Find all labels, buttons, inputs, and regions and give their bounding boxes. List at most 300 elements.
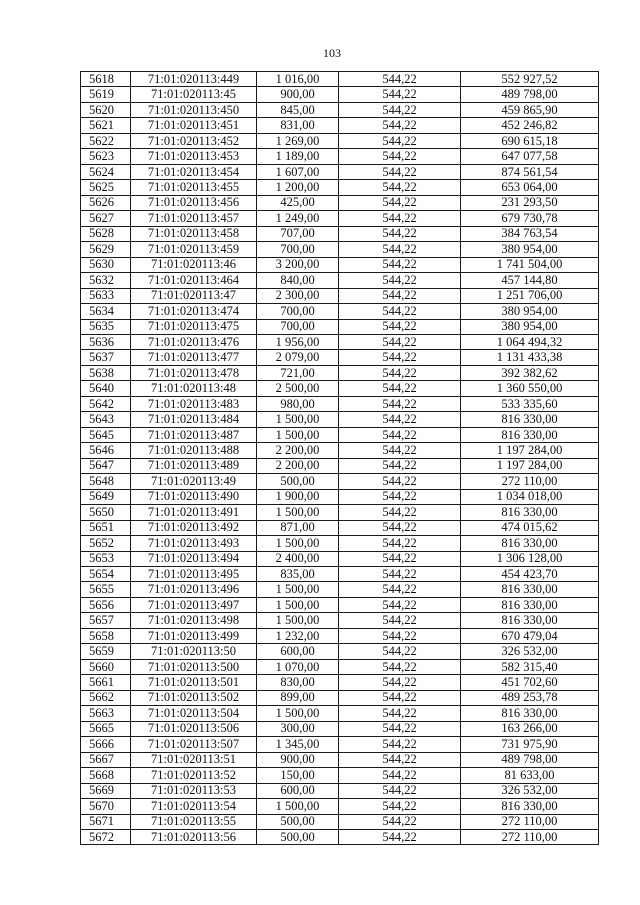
cell-value: 272 110,00	[461, 474, 599, 489]
cell-value: 474 015,62	[461, 520, 599, 535]
cell-row-number: 5634	[81, 304, 131, 319]
cell-value: 533 335,60	[461, 396, 599, 411]
cell-area: 1 249,00	[257, 211, 339, 226]
cell-cadastral-number: 71:01:020113:484	[131, 412, 257, 427]
cell-rate: 544,22	[339, 304, 461, 319]
cell-row-number: 5618	[81, 72, 131, 87]
cell-rate: 544,22	[339, 396, 461, 411]
cell-value: 459 865,90	[461, 102, 599, 117]
cell-rate: 544,22	[339, 257, 461, 272]
cell-cadastral-number: 71:01:020113:502	[131, 690, 257, 705]
cell-area: 500,00	[257, 814, 339, 829]
cell-row-number: 5627	[81, 211, 131, 226]
table-row	[81, 768, 599, 783]
cell-cadastral-number: 71:01:020113:498	[131, 613, 257, 628]
cell-area: 1 500,00	[257, 505, 339, 520]
cell-cadastral-number: 71:01:020113:51	[131, 752, 257, 767]
cell-value: 731 975,90	[461, 737, 599, 752]
cell-rate: 544,22	[339, 721, 461, 736]
cell-row-number: 5659	[81, 644, 131, 659]
cell-area: 1 500,00	[257, 536, 339, 551]
cell-cadastral-number: 71:01:020113:474	[131, 304, 257, 319]
cell-row-number: 5638	[81, 365, 131, 380]
cell-area: 1 900,00	[257, 489, 339, 504]
cell-value: 690 615,18	[461, 133, 599, 148]
cell-row-number: 5663	[81, 706, 131, 721]
cell-value: 582 315,40	[461, 659, 599, 674]
cell-rate: 544,22	[339, 412, 461, 427]
cell-value: 647 077,58	[461, 149, 599, 164]
table-row	[81, 489, 599, 504]
table-row	[81, 133, 599, 148]
cell-area: 1 500,00	[257, 799, 339, 814]
cell-area: 1 232,00	[257, 628, 339, 643]
cell-value: 380 954,00	[461, 319, 599, 334]
cell-rate: 544,22	[339, 551, 461, 566]
cell-row-number: 5671	[81, 814, 131, 829]
cell-cadastral-number: 71:01:020113:476	[131, 334, 257, 349]
cell-row-number: 5645	[81, 427, 131, 442]
cell-rate: 544,22	[339, 829, 461, 844]
table-row	[81, 721, 599, 736]
cell-cadastral-number: 71:01:020113:477	[131, 350, 257, 365]
cell-cadastral-number: 71:01:020113:501	[131, 675, 257, 690]
cell-rate: 544,22	[339, 195, 461, 210]
cell-row-number: 5669	[81, 783, 131, 798]
table-row	[81, 659, 599, 674]
cell-value: 81 633,00	[461, 768, 599, 783]
cell-value: 489 798,00	[461, 87, 599, 102]
cell-area: 700,00	[257, 319, 339, 334]
cell-rate: 544,22	[339, 87, 461, 102]
cell-value: 231 293,50	[461, 195, 599, 210]
cell-area: 2 400,00	[257, 551, 339, 566]
cell-cadastral-number: 71:01:020113:451	[131, 118, 257, 133]
table-row	[81, 334, 599, 349]
cell-cadastral-number: 71:01:020113:457	[131, 211, 257, 226]
cell-value: 816 330,00	[461, 536, 599, 551]
cell-cadastral-number: 71:01:020113:478	[131, 365, 257, 380]
table-row	[81, 242, 599, 257]
cell-cadastral-number: 71:01:020113:48	[131, 381, 257, 396]
table-row	[81, 257, 599, 272]
cell-value: 816 330,00	[461, 799, 599, 814]
cell-row-number: 5653	[81, 551, 131, 566]
table-row	[81, 443, 599, 458]
cell-cadastral-number: 71:01:020113:496	[131, 582, 257, 597]
cell-row-number: 5656	[81, 597, 131, 612]
cell-row-number: 5623	[81, 149, 131, 164]
cell-value: 272 110,00	[461, 829, 599, 844]
cell-area: 707,00	[257, 226, 339, 241]
table-row	[81, 195, 599, 210]
land-plot-table	[80, 71, 599, 845]
table-row	[81, 427, 599, 442]
cell-area: 831,00	[257, 118, 339, 133]
cell-row-number: 5658	[81, 628, 131, 643]
cell-area: 1 070,00	[257, 659, 339, 674]
cell-rate: 544,22	[339, 675, 461, 690]
cell-value: 816 330,00	[461, 613, 599, 628]
cell-row-number: 5666	[81, 737, 131, 752]
cell-area: 1 016,00	[257, 72, 339, 87]
cell-cadastral-number: 71:01:020113:459	[131, 242, 257, 257]
cell-area: 1 956,00	[257, 334, 339, 349]
cell-rate: 544,22	[339, 334, 461, 349]
cell-area: 425,00	[257, 195, 339, 210]
cell-rate: 544,22	[339, 365, 461, 380]
cell-value: 452 246,82	[461, 118, 599, 133]
cell-row-number: 5646	[81, 443, 131, 458]
cell-area: 500,00	[257, 474, 339, 489]
cell-area: 899,00	[257, 690, 339, 705]
cell-rate: 544,22	[339, 814, 461, 829]
cell-area: 1 500,00	[257, 706, 339, 721]
cell-cadastral-number: 71:01:020113:492	[131, 520, 257, 535]
cell-row-number: 5626	[81, 195, 131, 210]
cell-area: 1 269,00	[257, 133, 339, 148]
cell-rate: 544,22	[339, 706, 461, 721]
table-row	[81, 381, 599, 396]
cell-rate: 544,22	[339, 443, 461, 458]
cell-rate: 544,22	[339, 536, 461, 551]
table-row	[81, 582, 599, 597]
cell-cadastral-number: 71:01:020113:54	[131, 799, 257, 814]
table-row	[81, 706, 599, 721]
cell-rate: 544,22	[339, 520, 461, 535]
cell-cadastral-number: 71:01:020113:52	[131, 768, 257, 783]
cell-area: 700,00	[257, 304, 339, 319]
table-row	[81, 814, 599, 829]
table-row	[81, 644, 599, 659]
cell-value: 816 330,00	[461, 597, 599, 612]
table-row	[81, 458, 599, 473]
cell-row-number: 5636	[81, 334, 131, 349]
cell-value: 1 741 504,00	[461, 257, 599, 272]
cell-area: 2 200,00	[257, 458, 339, 473]
cell-rate: 544,22	[339, 644, 461, 659]
cell-value: 816 330,00	[461, 706, 599, 721]
cell-cadastral-number: 71:01:020113:488	[131, 443, 257, 458]
cell-cadastral-number: 71:01:020113:45	[131, 87, 257, 102]
cell-rate: 544,22	[339, 102, 461, 117]
table-row	[81, 164, 599, 179]
cell-value: 1 197 284,00	[461, 458, 599, 473]
table-body	[81, 72, 599, 845]
cell-cadastral-number: 71:01:020113:491	[131, 505, 257, 520]
cell-row-number: 5640	[81, 381, 131, 396]
cell-rate: 544,22	[339, 118, 461, 133]
table-row	[81, 505, 599, 520]
cell-row-number: 5625	[81, 180, 131, 195]
cell-rate: 544,22	[339, 799, 461, 814]
cell-cadastral-number: 71:01:020113:47	[131, 288, 257, 303]
cell-row-number: 5633	[81, 288, 131, 303]
cell-rate: 544,22	[339, 273, 461, 288]
cell-area: 3 200,00	[257, 257, 339, 272]
cell-cadastral-number: 71:01:020113:495	[131, 567, 257, 582]
cell-cadastral-number: 71:01:020113:504	[131, 706, 257, 721]
cell-value: 816 330,00	[461, 505, 599, 520]
cell-area: 500,00	[257, 829, 339, 844]
cell-row-number: 5650	[81, 505, 131, 520]
table-row	[81, 211, 599, 226]
cell-cadastral-number: 71:01:020113:455	[131, 180, 257, 195]
cell-rate: 544,22	[339, 768, 461, 783]
cell-cadastral-number: 71:01:020113:452	[131, 133, 257, 148]
cell-row-number: 5619	[81, 87, 131, 102]
cell-cadastral-number: 71:01:020113:55	[131, 814, 257, 829]
cell-row-number: 5670	[81, 799, 131, 814]
cell-area: 150,00	[257, 768, 339, 783]
cell-cadastral-number: 71:01:020113:56	[131, 829, 257, 844]
cell-row-number: 5635	[81, 319, 131, 334]
table-row	[81, 567, 599, 582]
cell-rate: 544,22	[339, 427, 461, 442]
cell-row-number: 5628	[81, 226, 131, 241]
cell-area: 871,00	[257, 520, 339, 535]
cell-value: 326 532,00	[461, 783, 599, 798]
table-row	[81, 396, 599, 411]
cell-area: 2 500,00	[257, 381, 339, 396]
table-row	[81, 536, 599, 551]
cell-row-number: 5629	[81, 242, 131, 257]
cell-value: 1 064 494,32	[461, 334, 599, 349]
cell-value: 670 479,04	[461, 628, 599, 643]
cell-rate: 544,22	[339, 690, 461, 705]
table-row	[81, 102, 599, 117]
cell-value: 392 382,62	[461, 365, 599, 380]
cell-area: 1 200,00	[257, 180, 339, 195]
cell-row-number: 5643	[81, 412, 131, 427]
cell-row-number: 5657	[81, 613, 131, 628]
table-row	[81, 628, 599, 643]
cell-area: 1 500,00	[257, 613, 339, 628]
cell-area: 845,00	[257, 102, 339, 117]
cell-rate: 544,22	[339, 737, 461, 752]
cell-rate: 544,22	[339, 242, 461, 257]
cell-value: 326 532,00	[461, 644, 599, 659]
cell-cadastral-number: 71:01:020113:487	[131, 427, 257, 442]
cell-cadastral-number: 71:01:020113:494	[131, 551, 257, 566]
cell-row-number: 5630	[81, 257, 131, 272]
cell-value: 454 423,70	[461, 567, 599, 582]
cell-area: 1 607,00	[257, 164, 339, 179]
cell-cadastral-number: 71:01:020113:506	[131, 721, 257, 736]
cell-area: 2 300,00	[257, 288, 339, 303]
cell-area: 700,00	[257, 242, 339, 257]
cell-row-number: 5661	[81, 675, 131, 690]
cell-cadastral-number: 71:01:020113:490	[131, 489, 257, 504]
cell-cadastral-number: 71:01:020113:49	[131, 474, 257, 489]
table-row	[81, 551, 599, 566]
cell-cadastral-number: 71:01:020113:489	[131, 458, 257, 473]
cell-value: 380 954,00	[461, 304, 599, 319]
cell-value: 1 197 284,00	[461, 443, 599, 458]
cell-value: 816 330,00	[461, 427, 599, 442]
table-row	[81, 288, 599, 303]
cell-rate: 544,22	[339, 133, 461, 148]
cell-value: 457 144,80	[461, 273, 599, 288]
cell-row-number: 5651	[81, 520, 131, 535]
cell-area: 980,00	[257, 396, 339, 411]
cell-area: 600,00	[257, 644, 339, 659]
cell-value: 679 730,78	[461, 211, 599, 226]
cell-row-number: 5647	[81, 458, 131, 473]
cell-value: 489 798,00	[461, 752, 599, 767]
cell-area: 1 500,00	[257, 582, 339, 597]
cell-rate: 544,22	[339, 288, 461, 303]
cell-value: 384 763,54	[461, 226, 599, 241]
table-row	[81, 474, 599, 489]
cell-cadastral-number: 71:01:020113:464	[131, 273, 257, 288]
cell-rate: 544,22	[339, 474, 461, 489]
cell-rate: 544,22	[339, 458, 461, 473]
cell-rate: 544,22	[339, 567, 461, 582]
table-row	[81, 737, 599, 752]
table-row	[81, 180, 599, 195]
cell-row-number: 5624	[81, 164, 131, 179]
cell-value: 380 954,00	[461, 242, 599, 257]
cell-rate: 544,22	[339, 381, 461, 396]
cell-value: 272 110,00	[461, 814, 599, 829]
cell-row-number: 5621	[81, 118, 131, 133]
table-row	[81, 319, 599, 334]
cell-row-number: 5660	[81, 659, 131, 674]
cell-cadastral-number: 71:01:020113:53	[131, 783, 257, 798]
cell-row-number: 5668	[81, 768, 131, 783]
cell-value: 1 034 018,00	[461, 489, 599, 504]
cell-row-number: 5654	[81, 567, 131, 582]
table-row	[81, 350, 599, 365]
cell-area: 1 189,00	[257, 149, 339, 164]
cell-rate: 544,22	[339, 659, 461, 674]
cell-area: 1 500,00	[257, 597, 339, 612]
cell-cadastral-number: 71:01:020113:497	[131, 597, 257, 612]
cell-value: 653 064,00	[461, 180, 599, 195]
cell-rate: 544,22	[339, 783, 461, 798]
cell-value: 451 702,60	[461, 675, 599, 690]
table-row	[81, 613, 599, 628]
cell-row-number: 5649	[81, 489, 131, 504]
cell-cadastral-number: 71:01:020113:450	[131, 102, 257, 117]
cell-cadastral-number: 71:01:020113:500	[131, 659, 257, 674]
cell-rate: 544,22	[339, 613, 461, 628]
cell-value: 816 330,00	[461, 582, 599, 597]
cell-row-number: 5620	[81, 102, 131, 117]
cell-cadastral-number: 71:01:020113:453	[131, 149, 257, 164]
cell-area: 900,00	[257, 87, 339, 102]
table-row	[81, 304, 599, 319]
table-row	[81, 799, 599, 814]
table-row	[81, 412, 599, 427]
cell-row-number: 5665	[81, 721, 131, 736]
cell-cadastral-number: 71:01:020113:507	[131, 737, 257, 752]
cell-cadastral-number: 71:01:020113:46	[131, 257, 257, 272]
cell-area: 835,00	[257, 567, 339, 582]
cell-rate: 544,22	[339, 211, 461, 226]
cell-row-number: 5637	[81, 350, 131, 365]
cell-area: 2 079,00	[257, 350, 339, 365]
table-row	[81, 690, 599, 705]
cell-cadastral-number: 71:01:020113:449	[131, 72, 257, 87]
cell-rate: 544,22	[339, 319, 461, 334]
table-row	[81, 752, 599, 767]
cell-rate: 544,22	[339, 164, 461, 179]
cell-area: 300,00	[257, 721, 339, 736]
cell-area: 840,00	[257, 273, 339, 288]
cell-value: 1 251 706,00	[461, 288, 599, 303]
cell-area: 1 345,00	[257, 737, 339, 752]
table-row	[81, 273, 599, 288]
cell-row-number: 5642	[81, 396, 131, 411]
cell-rate: 544,22	[339, 350, 461, 365]
table-row	[81, 829, 599, 844]
cell-rate: 544,22	[339, 582, 461, 597]
cell-rate: 544,22	[339, 505, 461, 520]
table-row	[81, 365, 599, 380]
cell-rate: 544,22	[339, 180, 461, 195]
table-row	[81, 149, 599, 164]
cell-cadastral-number: 71:01:020113:458	[131, 226, 257, 241]
cell-value: 1 360 550,00	[461, 381, 599, 396]
cell-cadastral-number: 71:01:020113:475	[131, 319, 257, 334]
table-row	[81, 118, 599, 133]
cell-cadastral-number: 71:01:020113:483	[131, 396, 257, 411]
cell-cadastral-number: 71:01:020113:499	[131, 628, 257, 643]
cell-value: 552 927,52	[461, 72, 599, 87]
cell-rate: 544,22	[339, 628, 461, 643]
table-row	[81, 87, 599, 102]
cell-area: 1 500,00	[257, 427, 339, 442]
cell-row-number: 5667	[81, 752, 131, 767]
table-row	[81, 226, 599, 241]
cell-cadastral-number: 71:01:020113:454	[131, 164, 257, 179]
table-row	[81, 597, 599, 612]
cell-row-number: 5652	[81, 536, 131, 551]
cell-area: 721,00	[257, 365, 339, 380]
cell-row-number: 5648	[81, 474, 131, 489]
cell-rate: 544,22	[339, 72, 461, 87]
cell-value: 1 131 433,38	[461, 350, 599, 365]
cell-cadastral-number: 71:01:020113:50	[131, 644, 257, 659]
cell-row-number: 5632	[81, 273, 131, 288]
cell-row-number: 5655	[81, 582, 131, 597]
cell-area: 2 200,00	[257, 443, 339, 458]
cell-value: 1 306 128,00	[461, 551, 599, 566]
cell-area: 830,00	[257, 675, 339, 690]
table-row	[81, 675, 599, 690]
cell-cadastral-number: 71:01:020113:456	[131, 195, 257, 210]
cell-row-number: 5622	[81, 133, 131, 148]
table-row	[81, 783, 599, 798]
table-row	[81, 72, 599, 87]
cell-row-number: 5662	[81, 690, 131, 705]
cell-rate: 544,22	[339, 752, 461, 767]
table-row	[81, 520, 599, 535]
cell-area: 1 500,00	[257, 412, 339, 427]
page-number: 103	[323, 46, 341, 60]
cell-cadastral-number: 71:01:020113:493	[131, 536, 257, 551]
cell-rate: 544,22	[339, 597, 461, 612]
cell-value: 816 330,00	[461, 412, 599, 427]
cell-area: 600,00	[257, 783, 339, 798]
cell-area: 900,00	[257, 752, 339, 767]
cell-value: 489 253,78	[461, 690, 599, 705]
cell-rate: 544,22	[339, 149, 461, 164]
cell-row-number: 5672	[81, 829, 131, 844]
cell-value: 163 266,00	[461, 721, 599, 736]
